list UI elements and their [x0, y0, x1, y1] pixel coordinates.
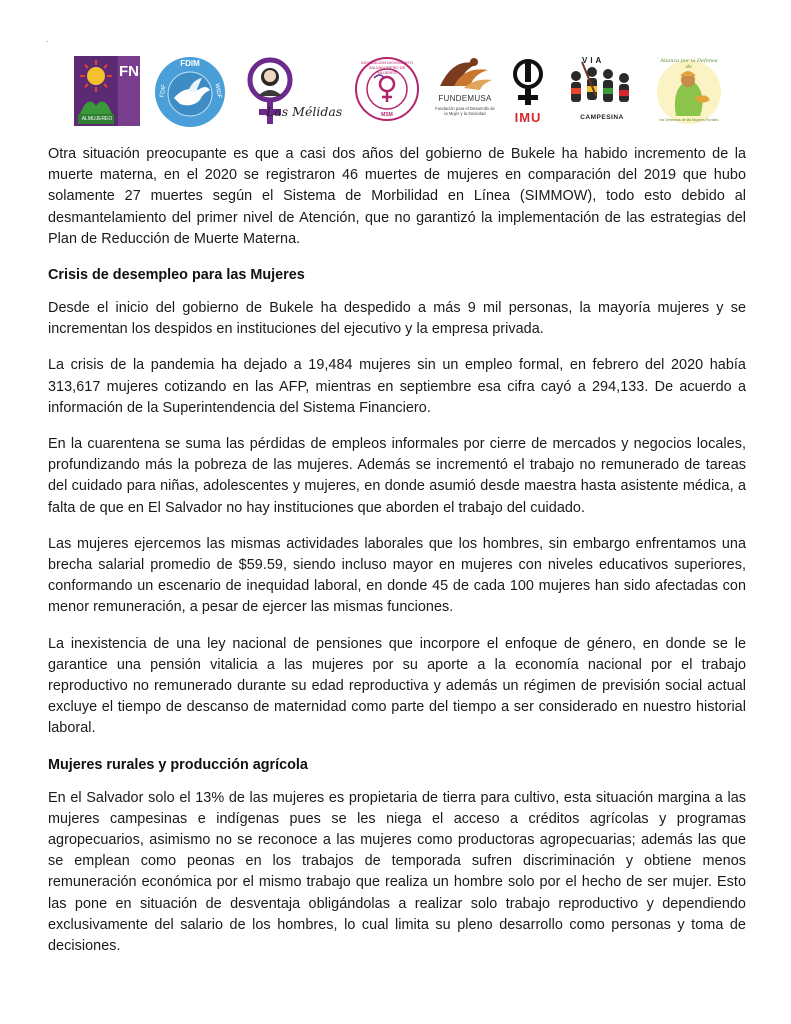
- melidas-name: Las Mélidas: [266, 104, 343, 119]
- document-body: [48, 144, 746, 972]
- via-campesina-top: VIA: [582, 56, 605, 65]
- via-campesina-logo: [562, 56, 638, 128]
- paragraph-maternal-mortality: Otra situación preocupante es que a casi dos años del gobierno de Bukele ha habido incremento de la muerte materna, en el 2020 se registraron 46 muertes de mujeres en comparación del 2019 que hubo solamente 27 muertes según el Sistema de Morbilidad en Línea (SIMMOW), todo esto debido al desmantelamiento del primer nivel de Atención, que no garantizó la implementación de las estrategias del Plan de Reducción de Muerte Materna.: [48, 146, 746, 247]
- fns-letters: FNS: [119, 63, 149, 80]
- heading-unemployment-crisis: Crisis de desempleo para las Mujeres: [48, 267, 305, 284]
- fundemusa-tagline-1: Fundación para el Desarrollo de: [435, 106, 495, 111]
- page-mark: .: [46, 35, 49, 44]
- alianza-bottom-text: los Derechos de las Mujeres Rurales: [659, 118, 719, 122]
- fns-subtitle: ALMUJEREO: [81, 116, 113, 122]
- fundemusa-tagline-2: la Mujer y la Sociedad: [444, 111, 486, 116]
- fundemusa-emblem: [434, 56, 496, 96]
- fundemusa-name: FUNDEMUSA: [438, 94, 492, 103]
- alianza-top-text: Alianza por la Defensa de: [660, 58, 718, 70]
- fdim-logo: [154, 56, 226, 128]
- partner-logo-strip: [70, 56, 730, 128]
- paragraph-wage-gap: Las mujeres ejercemos las mismas actividades laborales que los hombres, sin embargo enfrentamos una brecha salarial promedio de $59.59, siendo incluso mayor en mujeres con niveles educativos superiores, conformando un escenario de inequidad laboral, en donde 45 de cada 100 mujeres han sido afectadas con menor remuneración, a pesar de ejercer las mismas funciones.: [48, 535, 746, 616]
- heading-rural-women: Mujeres rurales y producción agrícola: [48, 756, 308, 773]
- paragraph-pandemic-jobs: La crisis de la pandemia ha dejado a 19,484 mujeres sin un empleo formal, en febrero del 2020 había 313,617 mujeres cotizando en las AFP, mientras en septiembre esa cifra cayó a 294,133. De acuerdo a información de la Superintendencia del Sistema Financiero.: [48, 357, 746, 416]
- paragraph-land-ownership: En el Salvador solo el 13% de las mujeres es propietaria de tierra para cultivo, esta situación margina a las mujeres campesinas e indígenas pues se les niega el acceso a créditos agrícolas y programas agropecuarios, asimismo no se reconoce a las mujeres como productoras agropecuarias; además las que se emplean como peonas en los trabajos de temporada sufren discriminación y obtiene menos remuneración económica por el mismo trabajo que realiza un hombre solo por el hecho de ser mujer. Esto las pone en situación de desventaja obligándolas a realizar solo trabajo reproductivo y dependiendo exclusivamente del salario de los hombres, lo cual limita su pleno desarrollo como personas y toma de decisiones.: [48, 789, 746, 955]
- imu-symbol: [506, 56, 550, 112]
- amsm-inner-text: MSM: [381, 112, 393, 118]
- fdim-right-text: WIDF: [213, 82, 222, 100]
- amsm-ring-text: ASOCIACIÓN MOVIMIENTO SALVADOREÑO DE MUJERES: [361, 60, 413, 75]
- paragraph-dismissals: Desde el inicio del gobierno de Bukele ha despedido a más 9 mil personas, la mayoría mujeres y se incrementan los despidos en instituciones del ejecutivo y la empresa privada.: [48, 300, 746, 338]
- fns-logo: [74, 56, 149, 128]
- alianza-logo: [654, 56, 724, 128]
- fdim-left-text: FDIF: [159, 83, 168, 99]
- melidas-logo: [242, 56, 346, 128]
- paragraph-pensions: La inexistencia de una ley nacional de pensiones que incorpore el enfoque de género, en donde se le garantice una pensión vitalicia a las mujeres por su aporte a la economía nacional por el trabajo reproductivo no remunerado durante su edad reproductiva y además un régimen de previsión social actual excluye el tiempo de descanso de maternidad como parte del tiempo a ser considerado en nuestro historial laboral.: [48, 635, 746, 737]
- paragraph-quarantine-losses: En la cuarentena se suma las pérdidas de empleos informales por cierre de mercados y negocios locales, profundizando más la pobreza de las mujeres. Además se incrementó el trabajo no remunerado de tareas del cuidado para niñas, adolescentes y mujeres, en donde asumió desde maestra hasta asistente médica, a falta de que en El Salvador no hay instituciones que aborden el trabajo del cuidado.: [48, 436, 746, 516]
- amsm-logo: [354, 56, 420, 128]
- fundemusa-logo: [434, 56, 496, 128]
- fdim-top-text: FDIM: [180, 59, 200, 68]
- imu-name: IMU: [514, 110, 542, 125]
- via-campesina-bottom: CAMPESINA: [580, 114, 624, 121]
- imu-logo: [506, 56, 550, 128]
